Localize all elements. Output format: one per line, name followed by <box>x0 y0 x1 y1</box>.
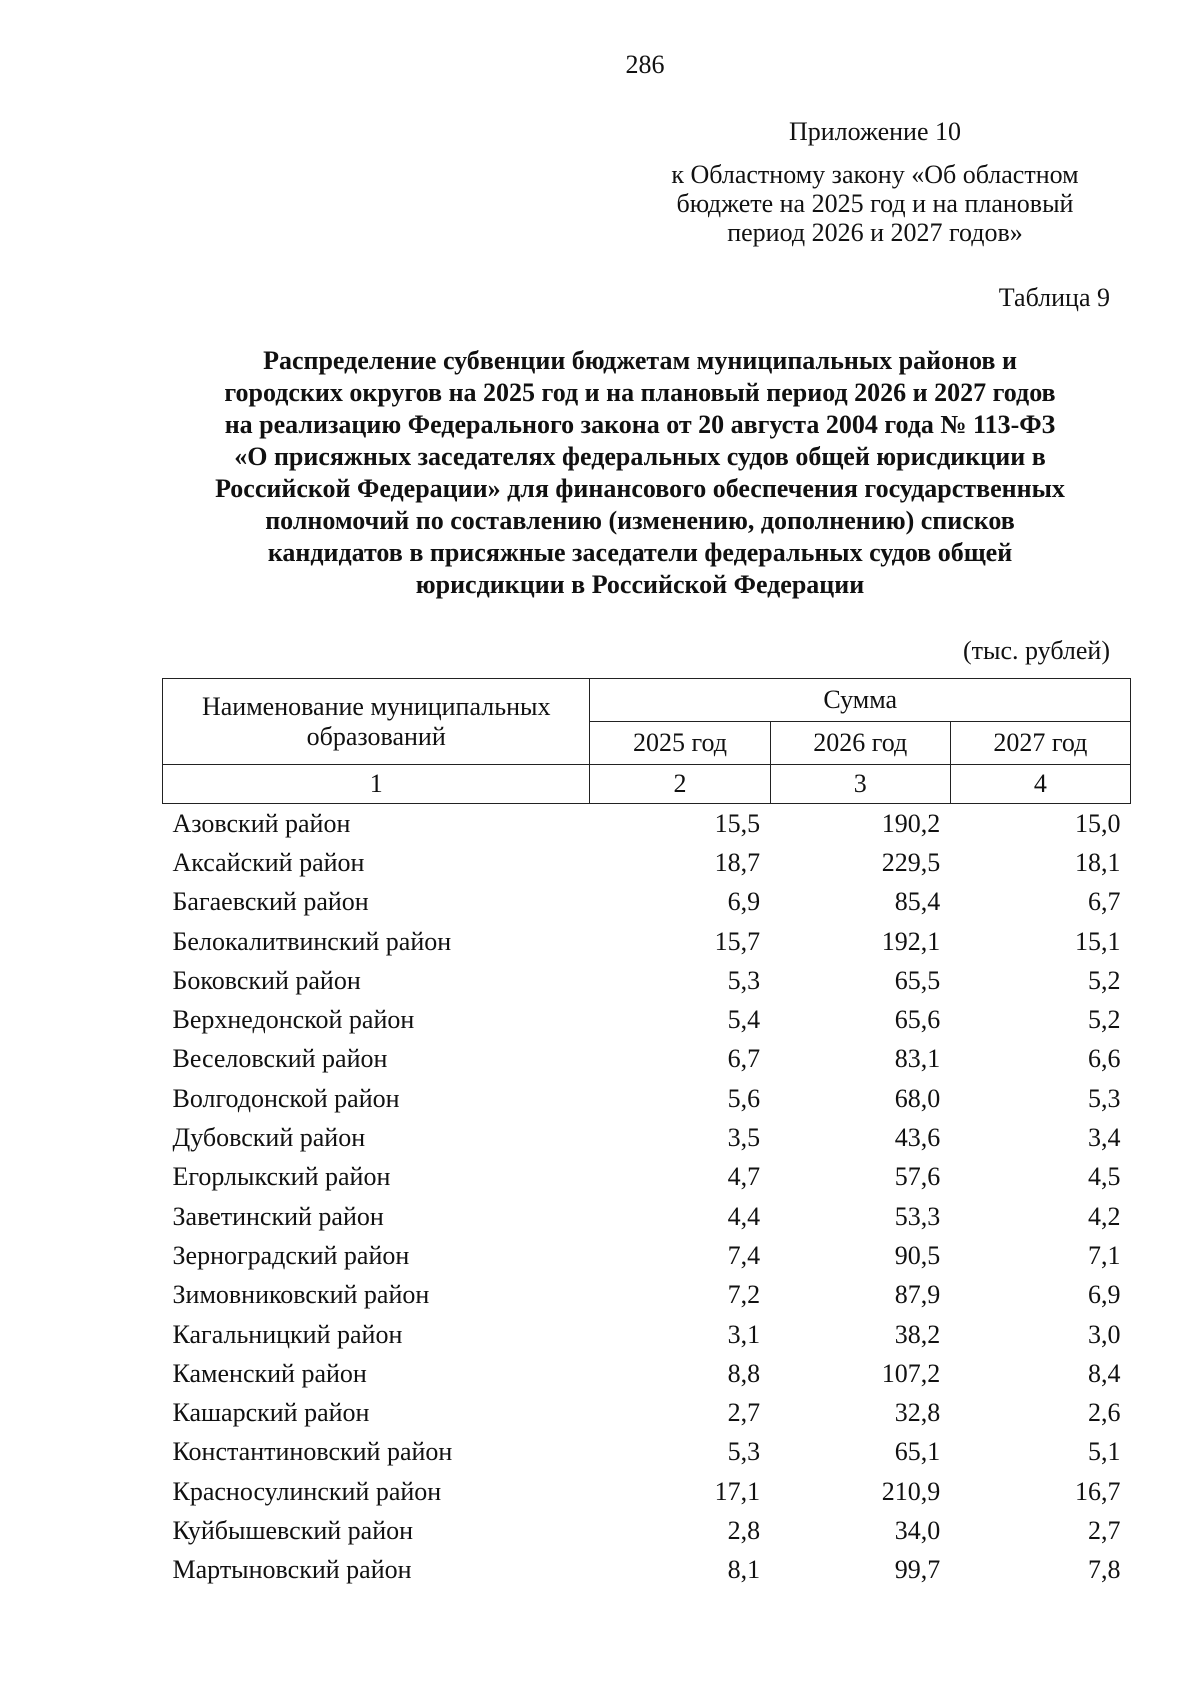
value-2026-cell: 65,1 <box>894 1437 941 1467</box>
table-row <box>163 843 1131 882</box>
municipality-name-cell: Заветинский район <box>172 1201 384 1231</box>
municipality-name-cell: Боковский район <box>172 965 361 995</box>
municipality-name-cell: Волгодонской район <box>172 1083 400 1113</box>
value-2026-cell: 190,2 <box>881 808 941 838</box>
title-line: Российской Федерации» для финансового обеспечения государственных <box>215 474 1065 503</box>
value-2027-cell: 5,2 <box>1088 965 1121 995</box>
municipality-name-cell: Белокалитвинский район <box>172 926 452 956</box>
municipality-name-cell: Азовский район <box>172 808 351 838</box>
value-2025-cell: 6,9 <box>727 887 761 917</box>
value-2027-cell: 18,1 <box>1075 847 1121 877</box>
value-2026-cell: 87,9 <box>894 1280 941 1310</box>
value-2025-cell: 15,5 <box>714 808 761 838</box>
municipality-name-cell: Веселовский район <box>172 1044 388 1074</box>
municipality-name-cell: Дубовский район <box>172 1123 366 1153</box>
title-line: городских округов на 2025 год и на плановый период 2026 и 2027 годов <box>224 378 1056 407</box>
table-row <box>163 1000 1131 1039</box>
value-2027-cell: 15,0 <box>1075 808 1121 838</box>
value-2025-cell: 5,3 <box>727 1437 761 1467</box>
value-2027-cell: 15,1 <box>1075 926 1121 956</box>
table-row <box>163 1040 1131 1079</box>
municipality-name-cell: Аксайский район <box>172 847 365 877</box>
municipality-name-cell: Егорлыкский район <box>172 1162 391 1192</box>
value-2027-cell: 7,1 <box>1088 1240 1121 1270</box>
value-2025-cell: 18,7 <box>714 847 761 877</box>
subvention-table <box>162 678 1131 1590</box>
value-2025-cell: 4,4 <box>727 1201 761 1231</box>
value-2026-cell: 83,1 <box>894 1044 941 1074</box>
value-2027-cell: 3,4 <box>1088 1123 1121 1153</box>
value-2027-cell: 3,0 <box>1088 1319 1121 1349</box>
table-row <box>163 1079 1131 1118</box>
value-2027-cell: 16,7 <box>1075 1476 1121 1506</box>
value-2025-cell: 4,7 <box>727 1162 761 1192</box>
table-row <box>163 961 1131 1000</box>
table-row <box>163 1472 1131 1511</box>
value-2026-cell: 192,1 <box>881 926 941 956</box>
value-2025-cell: 8,8 <box>727 1358 761 1388</box>
header-sum: Сумма <box>590 679 1131 722</box>
value-2025-cell: 7,4 <box>727 1240 761 1270</box>
value-2026-cell: 68,0 <box>894 1083 941 1113</box>
municipality-name-cell: Кашарский район <box>172 1398 370 1428</box>
value-2026-cell: 38,2 <box>894 1319 941 1349</box>
table-row <box>163 1276 1131 1315</box>
column-number: 2 <box>590 765 770 804</box>
column-number: 1 <box>163 765 590 804</box>
value-2025-cell: 17,1 <box>714 1476 761 1506</box>
value-2027-cell: 4,5 <box>1088 1162 1121 1192</box>
document-title <box>160 345 1120 601</box>
header-year-2027: 2027 год <box>950 722 1130 765</box>
municipality-name-cell: Константиновский район <box>172 1437 453 1467</box>
value-2027-cell: 5,1 <box>1088 1437 1121 1467</box>
column-number: 3 <box>770 765 950 804</box>
title-line: Распределение субвенции бюджетам муниципальных районов и <box>263 346 1017 375</box>
value-2025-cell: 7,2 <box>727 1280 761 1310</box>
value-2025-cell: 6,7 <box>727 1044 761 1074</box>
value-2025-cell: 2,8 <box>727 1515 761 1545</box>
value-2026-cell: 90,5 <box>894 1240 941 1270</box>
header-year-2026: 2026 год <box>770 722 950 765</box>
header-year-2025: 2025 год <box>590 722 770 765</box>
value-2026-cell: 85,4 <box>894 887 941 917</box>
table-row <box>163 1551 1131 1590</box>
value-2027-cell: 6,6 <box>1088 1044 1121 1074</box>
value-2027-cell: 6,9 <box>1088 1280 1121 1310</box>
appendix-title: Приложение 10 <box>788 117 962 146</box>
appendix-law-reference <box>650 160 1100 247</box>
table-row <box>163 1197 1131 1236</box>
value-2027-cell: 8,4 <box>1088 1358 1121 1388</box>
value-2025-cell: 3,5 <box>727 1123 761 1153</box>
title-line: юрисдикции в Российской Федерации <box>415 570 865 599</box>
table-label: Таблица 9 <box>998 283 1110 312</box>
header-municipality-name: Наименование муниципальных образований <box>163 679 590 765</box>
value-2026-cell: 65,5 <box>894 965 941 995</box>
appendix-block <box>650 117 1100 247</box>
value-2026-cell: 229,5 <box>881 847 941 877</box>
table-row <box>163 1433 1131 1472</box>
municipality-name-cell: Зерноградский район <box>172 1240 410 1270</box>
title-line: на реализацию Федерального закона от 20 августа 2004 года № 113-ФЗ <box>224 410 1056 439</box>
value-2026-cell: 34,0 <box>894 1515 941 1545</box>
units-label: (тыс. рублей) <box>962 636 1110 665</box>
value-2027-cell: 6,7 <box>1088 887 1121 917</box>
table-row <box>163 883 1131 922</box>
value-2027-cell: 4,2 <box>1088 1201 1121 1231</box>
table-row <box>163 804 1131 844</box>
value-2025-cell: 15,7 <box>714 926 761 956</box>
value-2027-cell: 7,8 <box>1088 1555 1121 1585</box>
value-2026-cell: 65,6 <box>894 1005 941 1035</box>
municipality-name-cell: Кагальницкий район <box>172 1319 403 1349</box>
table-row <box>163 1118 1131 1157</box>
value-2026-cell: 43,6 <box>894 1123 941 1153</box>
value-2025-cell: 5,6 <box>727 1083 761 1113</box>
appendix-law-line: к Областному закону «Об областном <box>671 160 1079 189</box>
value-2026-cell: 210,9 <box>881 1476 941 1506</box>
page-number: 286 <box>625 50 665 79</box>
value-2025-cell: 5,4 <box>727 1005 761 1035</box>
municipality-name-cell: Верхнедонской район <box>172 1005 415 1035</box>
value-2025-cell: 5,3 <box>727 965 761 995</box>
municipality-name-cell: Мартыновский район <box>172 1555 412 1585</box>
value-2025-cell: 2,7 <box>727 1398 761 1428</box>
value-2026-cell: 57,6 <box>894 1162 941 1192</box>
table-row <box>163 1236 1131 1275</box>
value-2026-cell: 53,3 <box>894 1201 941 1231</box>
value-2026-cell: 99,7 <box>894 1555 941 1585</box>
table-row <box>163 1354 1131 1393</box>
municipality-name-cell: Зимовниковский район <box>172 1280 430 1310</box>
title-line: кандидатов в присяжные заседатели федеральных судов общей <box>267 538 1013 567</box>
value-2027-cell: 2,7 <box>1088 1515 1121 1545</box>
value-2027-cell: 2,6 <box>1088 1398 1121 1428</box>
title-line: полномочий по составлению (изменению, дополнению) списков <box>265 506 1015 535</box>
value-2026-cell: 32,8 <box>894 1398 941 1428</box>
municipality-name-cell: Багаевский район <box>172 887 369 917</box>
table-row <box>163 1315 1131 1354</box>
title-line: «О присяжных заседателях федеральных судов общей юрисдикции в <box>234 442 1046 471</box>
municipality-name-cell: Красносулинский район <box>172 1476 442 1506</box>
municipality-name-cell: Куйбышевский район <box>172 1515 414 1545</box>
value-2027-cell: 5,2 <box>1088 1005 1121 1035</box>
appendix-law-line: бюджете на 2025 год и на плановый <box>676 189 1074 218</box>
value-2025-cell: 3,1 <box>727 1319 761 1349</box>
value-2027-cell: 5,3 <box>1088 1083 1121 1113</box>
table-row <box>163 922 1131 961</box>
municipality-name-cell: Каменский район <box>172 1358 367 1388</box>
table-row <box>163 1511 1131 1550</box>
value-2026-cell: 107,2 <box>881 1358 941 1388</box>
appendix-law-line: период 2026 и 2027 годов» <box>727 218 1023 247</box>
table-row <box>163 1393 1131 1432</box>
value-2025-cell: 8,1 <box>727 1555 761 1585</box>
table-row <box>163 1158 1131 1197</box>
table-body <box>163 804 1131 1590</box>
column-number: 4 <box>950 765 1130 804</box>
